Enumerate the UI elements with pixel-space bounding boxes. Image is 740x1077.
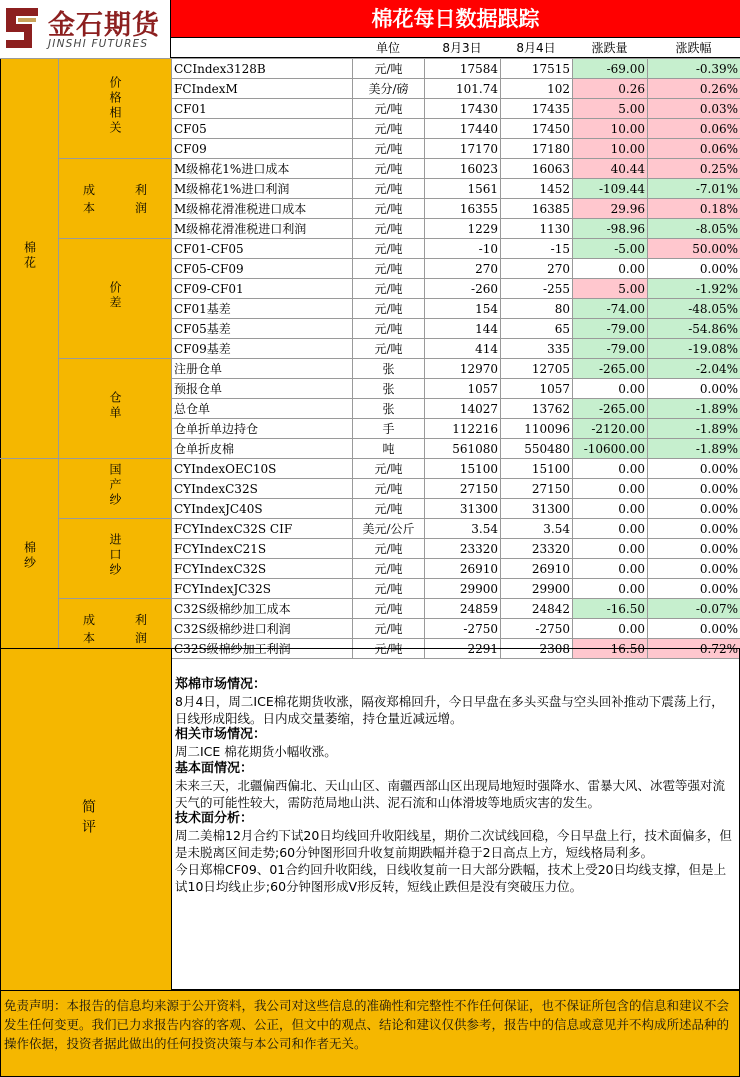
col-header-pct: 涨跌幅 <box>647 38 740 58</box>
cell-pct: 0.00% <box>648 459 740 479</box>
cell-unit: 元/吨 <box>353 119 425 139</box>
commentary-text: 周二美棉12月合约下试20日均线回升收阳线星，期价二次试线回稳，今日早盘上行，技术面偏多，但是未脱离区间走势;60分钟图形回升收复前期跌幅并稳于2日高点上方，短线格局利多。 <box>175 828 732 860</box>
cell-chg: 0.00 <box>573 579 648 599</box>
disclaimer: 免责声明：本报告的信息均来源于公开资料，我公司对这些信息的准确性和完整性不作任何保证，也不保证所包含的信息和建议不会发生任何变更。我们已力求报告内容的客观、公正，但文中的观点、结论和建议仅供参考，报告中的信息或意见并不构成所述品种的操作依据，投资者据此做出的任何投资决策与本公司和作者无关。 <box>0 990 740 1077</box>
cell-d1: 29900 <box>425 579 501 599</box>
cell-name: CCIndex3128B <box>172 59 353 79</box>
cell-unit: 元/吨 <box>353 559 425 579</box>
cell-d1: 26910 <box>425 559 501 579</box>
cell-chg: -5.00 <box>573 239 648 259</box>
cell-pct: -1.89% <box>648 439 740 459</box>
cell-chg: -16.50 <box>573 599 648 619</box>
cell-chg: 0.00 <box>573 619 648 639</box>
cell-pct: 0.06% <box>648 119 740 139</box>
cell-name: CF05-CF09 <box>172 259 353 279</box>
category-cotton: 棉花 <box>1 59 59 459</box>
cell-d2: 12705 <box>501 359 573 379</box>
table-row <box>1 459 740 479</box>
cell-name: 仓单折单边持仓 <box>172 419 353 439</box>
cell-name: CF01 <box>172 99 353 119</box>
cell-d1: 31300 <box>425 499 501 519</box>
cell-name: CF09-CF01 <box>172 279 353 299</box>
cell-d1: 270 <box>425 259 501 279</box>
cell-d2: 26910 <box>501 559 573 579</box>
commentary-label: 简评 <box>0 648 171 990</box>
cell-name: FCYIndexC21S <box>172 539 353 559</box>
commentary-text: 今日郑棉CF09、01合约回升收阳线，日线收复前一日大部分跌幅，技术上受20日均线支撑，但是上试10日均线止步;60分钟图形成V形反转，短线止跌但是没有突破压力位。 <box>175 861 727 894</box>
cell-d2: 335 <box>501 339 573 359</box>
cell-pct: 0.26% <box>648 79 740 99</box>
cell-d1: 3.54 <box>425 519 501 539</box>
table-row <box>1 359 740 379</box>
cell-pct: -0.39% <box>648 59 740 79</box>
subcategory-label: 国产纱 <box>59 459 172 519</box>
cell-unit: 元/吨 <box>353 539 425 559</box>
cell-unit: 元/吨 <box>353 479 425 499</box>
col-header-unit: 单位 <box>352 38 424 58</box>
cell-pct: 0.03% <box>648 99 740 119</box>
cell-chg: 29.96 <box>573 199 648 219</box>
cell-unit: 元/吨 <box>353 179 425 199</box>
cell-name: C32S级棉纱加工利润 <box>172 639 353 659</box>
cell-chg: 0.00 <box>573 519 648 539</box>
cell-d1: 414 <box>425 339 501 359</box>
cell-pct: -1.89% <box>648 419 740 439</box>
cell-d1: 112216 <box>425 419 501 439</box>
cell-chg: 0.00 <box>573 259 648 279</box>
cell-pct: -2.04% <box>648 359 740 379</box>
cell-d2: 23320 <box>501 539 573 559</box>
cell-chg: 5.00 <box>573 279 648 299</box>
cell-d2: 3.54 <box>501 519 573 539</box>
cell-d2: 80 <box>501 299 573 319</box>
cell-d1: -10 <box>425 239 501 259</box>
cell-d1: 23320 <box>425 539 501 559</box>
cell-chg: 10.00 <box>573 119 648 139</box>
cell-pct: -0.07% <box>648 599 740 619</box>
cell-unit: 手 <box>353 419 425 439</box>
cell-name: CF09 <box>172 139 353 159</box>
cell-d1: 16355 <box>425 199 501 219</box>
cell-name: M级棉花滑准税进口利润 <box>172 219 353 239</box>
subcategory-label: 成 利 本 润 <box>59 159 172 239</box>
cell-d2: 270 <box>501 259 573 279</box>
cell-d2: 110096 <box>501 419 573 439</box>
cell-d2: 31300 <box>501 499 573 519</box>
report-title: 棉花每日数据跟踪 <box>171 0 740 38</box>
cell-name: M级棉花1%进口利润 <box>172 179 353 199</box>
cell-d2: 24842 <box>501 599 573 619</box>
cell-chg: 0.00 <box>573 459 648 479</box>
cell-pct: 0.00% <box>648 559 740 579</box>
cell-unit: 元/吨 <box>353 299 425 319</box>
cell-unit: 元/吨 <box>353 99 425 119</box>
cell-d2: 15100 <box>501 459 573 479</box>
category-yarn: 棉纱 <box>1 459 59 659</box>
table-row <box>1 519 740 539</box>
cell-name: CYIndexOEC10S <box>172 459 353 479</box>
cell-pct: -7.01% <box>648 179 740 199</box>
cell-d2: 550480 <box>501 439 573 459</box>
cell-chg: 0.00 <box>573 479 648 499</box>
cell-chg: 0.00 <box>573 379 648 399</box>
cell-pct: -1.92% <box>648 279 740 299</box>
cell-d2: 17515 <box>501 59 573 79</box>
cell-d1: 144 <box>425 319 501 339</box>
cell-d1: 17584 <box>425 59 501 79</box>
cell-pct: 0.00% <box>648 259 740 279</box>
cell-chg: -265.00 <box>573 399 648 419</box>
subcategory-label: 价差 <box>59 239 172 359</box>
cell-d1: 15100 <box>425 459 501 479</box>
cell-unit: 元/吨 <box>353 59 425 79</box>
cell-name: FCYIndexC32S CIF <box>172 519 353 539</box>
cell-name: 预报仓单 <box>172 379 353 399</box>
logo-text-cn: 金石期货 <box>48 10 160 41</box>
cell-pct: -54.86% <box>648 319 740 339</box>
cell-d2: 1057 <box>501 379 573 399</box>
cell-chg: -74.00 <box>573 299 648 319</box>
col-header-change: 涨跌量 <box>572 38 647 58</box>
cell-chg: -98.96 <box>573 219 648 239</box>
cell-d1: -260 <box>425 279 501 299</box>
table-row <box>1 239 740 259</box>
subcategory-label: 成 利 本 润 <box>59 599 172 659</box>
cell-d1: 17430 <box>425 99 501 119</box>
subcategory-label: 进口纱 <box>59 519 172 599</box>
commentary-body <box>171 648 740 990</box>
subcategory-label: 价格相关 <box>59 59 172 159</box>
subcategory-label: 仓单 <box>59 359 172 459</box>
cell-d2: -255 <box>501 279 573 299</box>
cell-unit: 张 <box>353 379 425 399</box>
cell-unit: 元/吨 <box>353 599 425 619</box>
cell-pct: 0.00% <box>648 579 740 599</box>
cell-chg: -109.44 <box>573 179 648 199</box>
cell-chg: -10600.00 <box>573 439 648 459</box>
cell-unit: 元/吨 <box>353 339 425 359</box>
cell-name: CF05基差 <box>172 319 353 339</box>
cell-name: FCYIndexJC32S <box>172 579 353 599</box>
cell-name: C32S级棉纱加工成本 <box>172 599 353 619</box>
col-header-date1: 8月3日 <box>424 38 500 58</box>
cell-d1: 14027 <box>425 399 501 419</box>
cell-chg: -69.00 <box>573 59 648 79</box>
cell-d1: 17440 <box>425 119 501 139</box>
cell-d1: 154 <box>425 299 501 319</box>
cell-pct: -1.89% <box>648 399 740 419</box>
cell-pct: 0.00% <box>648 539 740 559</box>
cell-name: 仓单折皮棉 <box>172 439 353 459</box>
cell-chg: 0.00 <box>573 499 648 519</box>
cell-d1: 24859 <box>425 599 501 619</box>
cell-d1: 101.74 <box>425 79 501 99</box>
cell-unit: 元/吨 <box>353 279 425 299</box>
commentary-text: 8月4日，周二ICE棉花期货收涨，隔夜郑棉回升，今日早盘在多头买盘与空头回补推动下震荡上行，日线形成阳线。日内成交量萎缩，持仓量近减远增。 <box>175 693 724 726</box>
cell-unit: 元/吨 <box>353 579 425 599</box>
cell-d1: 17170 <box>425 139 501 159</box>
cell-unit: 张 <box>353 359 425 379</box>
cell-unit: 元/吨 <box>353 639 425 659</box>
cell-unit: 元/吨 <box>353 259 425 279</box>
cell-name: M级棉花滑准税进口成本 <box>172 199 353 219</box>
table-row <box>1 599 740 619</box>
cell-d1: 561080 <box>425 439 501 459</box>
commentary-heading: 相关市场情况： <box>175 727 267 743</box>
cell-unit: 元/吨 <box>353 619 425 639</box>
cell-d1: 1561 <box>425 179 501 199</box>
cell-name: M级棉花1%进口成本 <box>172 159 353 179</box>
cell-pct: 0.00% <box>648 479 740 499</box>
commentary-heading: 郑棉市场情况： <box>175 677 267 692</box>
commentary-text: 周二ICE 棉花期货小幅收涨。 <box>175 744 337 760</box>
data-table <box>0 58 740 659</box>
cell-d1: -2750 <box>425 619 501 639</box>
cell-d1: 1229 <box>425 219 501 239</box>
cell-pct: 0.72% <box>648 639 740 659</box>
commentary-heading: 技术面分析： <box>175 811 254 827</box>
cell-d2: 17450 <box>501 119 573 139</box>
cell-pct: 0.06% <box>648 139 740 159</box>
cell-d2: 102 <box>501 79 573 99</box>
cell-pct: 0.00% <box>648 379 740 399</box>
cell-pct: 50.00% <box>648 239 740 259</box>
cell-name: FCYIndexC32S <box>172 559 353 579</box>
cell-pct: -8.05% <box>648 219 740 239</box>
company-logo <box>0 0 171 58</box>
logo-mark-icon <box>2 4 42 52</box>
cell-d1: 16023 <box>425 159 501 179</box>
cell-name: CYIndexJC40S <box>172 499 353 519</box>
cell-chg: -79.00 <box>573 339 648 359</box>
cell-name: C32S级棉纱进口利润 <box>172 619 353 639</box>
logo-text-en: JINSHI FUTURES <box>48 38 149 50</box>
cell-pct: 0.18% <box>648 199 740 219</box>
cell-d2: 1130 <box>501 219 573 239</box>
cell-unit: 张 <box>353 399 425 419</box>
cell-unit: 元/吨 <box>353 159 425 179</box>
cell-d1: 2291 <box>425 639 501 659</box>
cell-chg: -2120.00 <box>573 419 648 439</box>
cell-chg: 0.00 <box>573 559 648 579</box>
cell-pct: 0.00% <box>648 619 740 639</box>
cell-d2: -2750 <box>501 619 573 639</box>
cell-pct: 0.25% <box>648 159 740 179</box>
cell-name: FCIndexM <box>172 79 353 99</box>
commentary-text: 未来三天，北疆偏西偏北、天山山区、南疆西部山区出现局地短时强降水、雷暴大风、冰雹等强对流天气的可能性较大，需防范局地山洪、泥石流和山体滑坡等地质灾害的发生。 <box>175 777 726 810</box>
cell-d2: 29900 <box>501 579 573 599</box>
cell-unit: 吨 <box>353 439 425 459</box>
cell-pct: 0.00% <box>648 499 740 519</box>
cell-unit: 元/吨 <box>353 319 425 339</box>
cell-name: CF01-CF05 <box>172 239 353 259</box>
cell-unit: 元/吨 <box>353 139 425 159</box>
cell-d2: 65 <box>501 319 573 339</box>
table-row <box>1 59 740 79</box>
cell-pct: -48.05% <box>648 299 740 319</box>
cell-d1: 1057 <box>425 379 501 399</box>
cell-chg: 16.50 <box>573 639 648 659</box>
cell-chg: 40.44 <box>573 159 648 179</box>
cell-d2: 27150 <box>501 479 573 499</box>
cell-unit: 元/吨 <box>353 199 425 219</box>
cell-d2: 13762 <box>501 399 573 419</box>
cell-d2: 16063 <box>501 159 573 179</box>
cell-d2: 1452 <box>501 179 573 199</box>
cell-d2: 17435 <box>501 99 573 119</box>
cell-chg: 10.00 <box>573 139 648 159</box>
commentary-heading: 基本面情况： <box>175 760 254 776</box>
cell-chg: -79.00 <box>573 319 648 339</box>
cell-d1: 27150 <box>425 479 501 499</box>
col-header-name <box>171 38 352 58</box>
cell-pct: -19.08% <box>648 339 740 359</box>
cell-d2: 16385 <box>501 199 573 219</box>
cell-chg: 0.26 <box>573 79 648 99</box>
cell-unit: 元/吨 <box>353 499 425 519</box>
cell-name: CF09基差 <box>172 339 353 359</box>
cell-name: 总仓单 <box>172 399 353 419</box>
col-header-date2: 8月4日 <box>500 38 572 58</box>
cell-chg: 5.00 <box>573 99 648 119</box>
cell-unit: 美分/磅 <box>353 79 425 99</box>
cell-chg: 0.00 <box>573 539 648 559</box>
table-row <box>1 159 740 179</box>
cell-name: CYIndexC32S <box>172 479 353 499</box>
cell-d2: 2308 <box>501 639 573 659</box>
cell-d2: 17180 <box>501 139 573 159</box>
cell-unit: 元/吨 <box>353 219 425 239</box>
cell-unit: 元/吨 <box>353 459 425 479</box>
cell-chg: -265.00 <box>573 359 648 379</box>
cell-name: 注册仓单 <box>172 359 353 379</box>
cell-d2: -15 <box>501 239 573 259</box>
cell-unit: 元/吨 <box>353 239 425 259</box>
cell-unit: 美元/公斤 <box>353 519 425 539</box>
cell-name: CF01基差 <box>172 299 353 319</box>
cell-name: CF05 <box>172 119 353 139</box>
cell-d1: 12970 <box>425 359 501 379</box>
cell-pct: 0.00% <box>648 519 740 539</box>
